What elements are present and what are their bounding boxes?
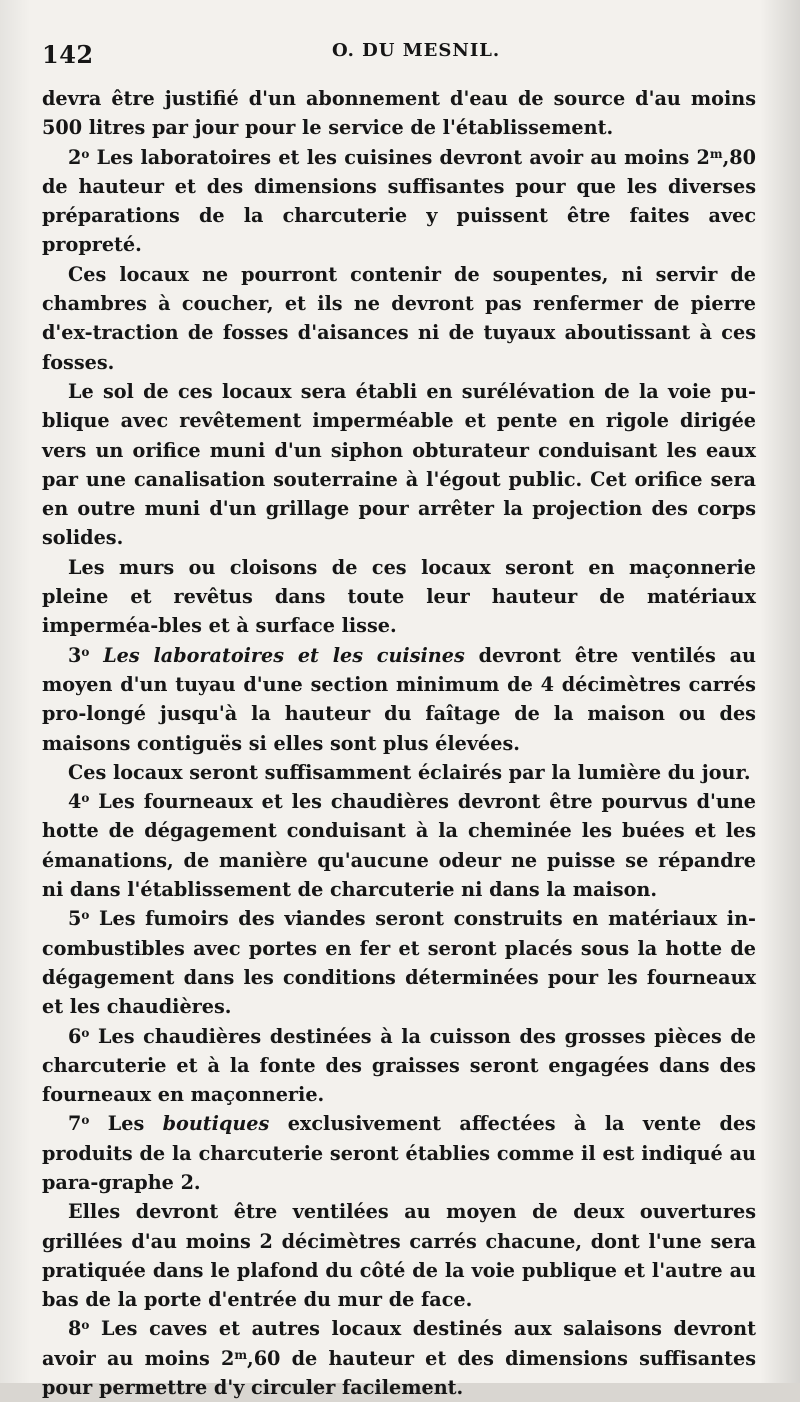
- superscript: o: [81, 1318, 90, 1333]
- paragraph: [42, 260, 756, 377]
- text-run: 2: [68, 145, 82, 169]
- text-run: Ces locaux seront suffisamment éclairés par la lumière du jour.: [68, 760, 751, 784]
- italic-text: Les laboratoires et les cuisines: [103, 643, 465, 667]
- text-run: 6: [68, 1024, 82, 1048]
- text-run: 3: [68, 643, 82, 667]
- text-run: ,60 de hauteur et des dimensions suffisantes pour permettre d'y circuler facilement.: [42, 1346, 756, 1400]
- paragraph: [42, 143, 756, 260]
- text-run: Les laboratoires et les cuisines devront avoir au moins 2: [89, 145, 710, 169]
- superscript: o: [81, 1113, 90, 1128]
- paragraph: [42, 787, 756, 904]
- paragraph: [42, 1197, 756, 1314]
- paragraph: [42, 641, 756, 758]
- text-run: 5: [68, 907, 82, 931]
- paragraph: [42, 1314, 756, 1402]
- text-run: 4: [68, 790, 82, 814]
- text-run: [89, 644, 103, 667]
- text-run: Les caves et autres locaux destinés aux salaisons devront avoir au moins 2: [42, 1317, 756, 1370]
- text-run: 8: [68, 1317, 82, 1341]
- paragraph: [42, 758, 756, 787]
- superscript: m: [709, 146, 723, 161]
- text-run: ,80 de hauteur et des dimensions suffisantes pour que les diverses préparations de la charcuterie y puissent être faites avec propreté.: [42, 145, 756, 257]
- paragraph: [42, 84, 756, 143]
- superscript: m: [234, 1347, 248, 1362]
- text-run: Elles devront être ventilées au moyen de deux ouvertures grillées d'au moins 2 décimètres carrés chacune, dont l'une sera pratiquée dans le plafond du côté de la voie publique et l'autre au bas de la porte d'entrée du mur de face.: [42, 1200, 756, 1312]
- paragraph: [42, 377, 756, 553]
- paragraph: [42, 1109, 756, 1197]
- superscript: o: [81, 644, 90, 659]
- superscript: o: [81, 1025, 90, 1040]
- superscript: o: [81, 791, 90, 806]
- text-run: exclusivement affectées à la vente des produits de la charcuterie seront établies comme il est indiqué au para-graphe 2.: [42, 1112, 756, 1194]
- italic-text: boutiques: [162, 1112, 270, 1136]
- superscript: o: [81, 146, 90, 161]
- text-run: Les murs ou cloisons de ces locaux seront en maçonnerie pleine et revêtus dans toute leur hauteur de matériaux imperméa-bles et à surface lisse.: [42, 555, 756, 638]
- text-run: Les fumoirs des viandes seront construits en matériaux in-combustibles avec portes en fer et seront placés sous la hotte de dégagement dans les conditions déterminées pour les fourneaux et les chaudières.: [42, 907, 756, 1019]
- body-text: [42, 84, 756, 1402]
- page-header: [42, 38, 752, 70]
- running-head: O. DU MESNIL.: [332, 40, 501, 61]
- text-run: devra être justifié d'un abonnement d'eau de source d'au moins 500 litres par jour pour le service de l'établissement.: [42, 87, 756, 140]
- text-run: Les chaudières destinées à la cuisson des grosses pièces de charcuterie et à la fonte des graisses seront engagées dans des fourneaux en maçonnerie.: [42, 1024, 756, 1107]
- text-run: Le sol de ces locaux sera établi en surélévation de la voie pu-blique avec revêtement imperméable et pente en rigole dirigée vers un orifice muni d'un siphon obturateur conduisant les eaux par une canalisation souterraine à l'égout public. Cet orifice sera en outre muni d'un grillage pour arrêter la projection des corps solides.: [42, 379, 756, 550]
- text-run: 7: [68, 1112, 82, 1136]
- page-number: 142: [42, 40, 94, 69]
- paragraph: [42, 553, 756, 641]
- text-run: Les fourneaux et les chaudières devront être pourvus d'une hotte de dégagement conduisant à la cheminée les buées et les émanations, de manière qu'aucune odeur ne puisse se répandre ni dans l'établissement de charcuterie ni dans la maison.: [42, 790, 756, 902]
- superscript: o: [81, 908, 90, 923]
- text-run: Les: [89, 1112, 163, 1136]
- text-run: Ces locaux ne pourront contenir de soupentes, ni servir de chambres à coucher, et ils ne devront pas renfermer de pierre d'ex-traction de fosses d'aisances ni de tuyaux aboutissant à ces fosses.: [42, 262, 756, 374]
- paragraph: [42, 904, 756, 1021]
- text-run: devront être ventilés au moyen d'un tuyau d'une section minimum de 4 décimètres carrés pro-longé jusqu'à la hauteur du faîtage de la maison ou des maisons contiguës si elles sont plus élevées.: [42, 643, 756, 755]
- paragraph: [42, 1022, 756, 1110]
